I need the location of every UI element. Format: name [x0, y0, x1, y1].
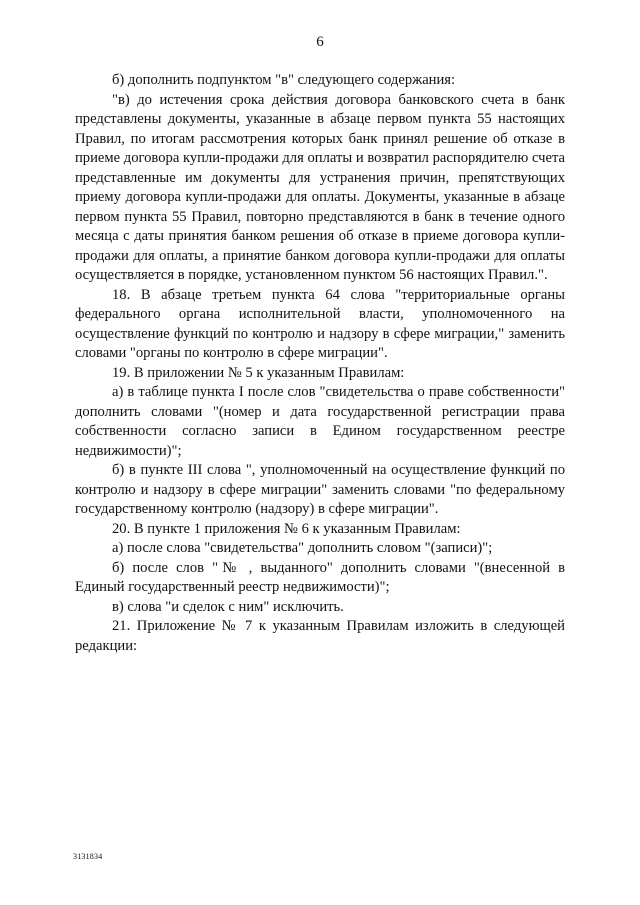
paragraph-item-20-a: а) после слова "свидетельства" дополнить словом "(записи)"; [112, 540, 493, 556]
paragraph-item-20: 20. В пункте 1 приложения № 6 к указанным Правилам: [112, 520, 461, 537]
paragraph-b-add-subclause: б) дополнить подпунктом "в" следующего содержания: [112, 72, 456, 88]
paragraph-item-19: 19. В приложении № 5 к указанным Правилам: [112, 364, 405, 381]
paragraph-item-20-v: в) слова "и сделок с ним" исключить. [112, 598, 344, 615]
paragraph-item-20-b: б) после слов "№ , выданного" дополнить словами "(внесенной в Единый государственный реестр недвижимости)"; [75, 559, 565, 595]
document-body [75, 71, 565, 656]
document-code: 3131834 [73, 852, 103, 861]
page-number: 6 [316, 34, 324, 50]
paragraph-item-21: 21. Приложение № 7 к указанным Правилам изложить в следующей редакции: [75, 618, 565, 654]
paragraph-v-subclause-text: "в) до истечения срока действия договора банковского счета в банк представлены документы, указанные в абзаце первом пункта 55 настоящих Правил, по итогам рассмотрения которых банк принял решение об отказе в приеме договора купли-продажи для оплаты и возвратил распорядителю счета представленные им документы для устранения причин, препятствующих приему договора купли-продажи для оплаты. Документы, указанные в абзаце первом пункта 55 Правил, повторно представляются в банк в течение одного месяца с даты принятия банком решения об отказе в приеме договора купли-продажи для оплаты, а принятие банком договора купли-продажи для оплаты осуществляется в порядке, установленном пунктом 56 настоящих Правил.". [75, 91, 565, 283]
paragraph-item-19-a: а) в таблице пункта I после слов "свидетельства о праве собственности" дополнить словами "(номер и дата государственной регистрации права собственности согласно записи в Едином государственном реестре недвижимости)"; [75, 384, 565, 459]
paragraph-item-18: 18. В абзаце третьем пункта 64 слова "территориальные органы федерального органа исполнительной власти, уполномоченного на осуществление функций по контролю и надзору в сфере миграции," заменить словами "органы по контролю в сфере миграции". [75, 286, 565, 361]
paragraph-item-19-b: б) в пункте III слова ", уполномоченный на осуществление функций по контролю и надзору в сфере миграции" заменить словами "по федеральному государственному контролю (надзору) в сфере миграции". [75, 462, 565, 517]
